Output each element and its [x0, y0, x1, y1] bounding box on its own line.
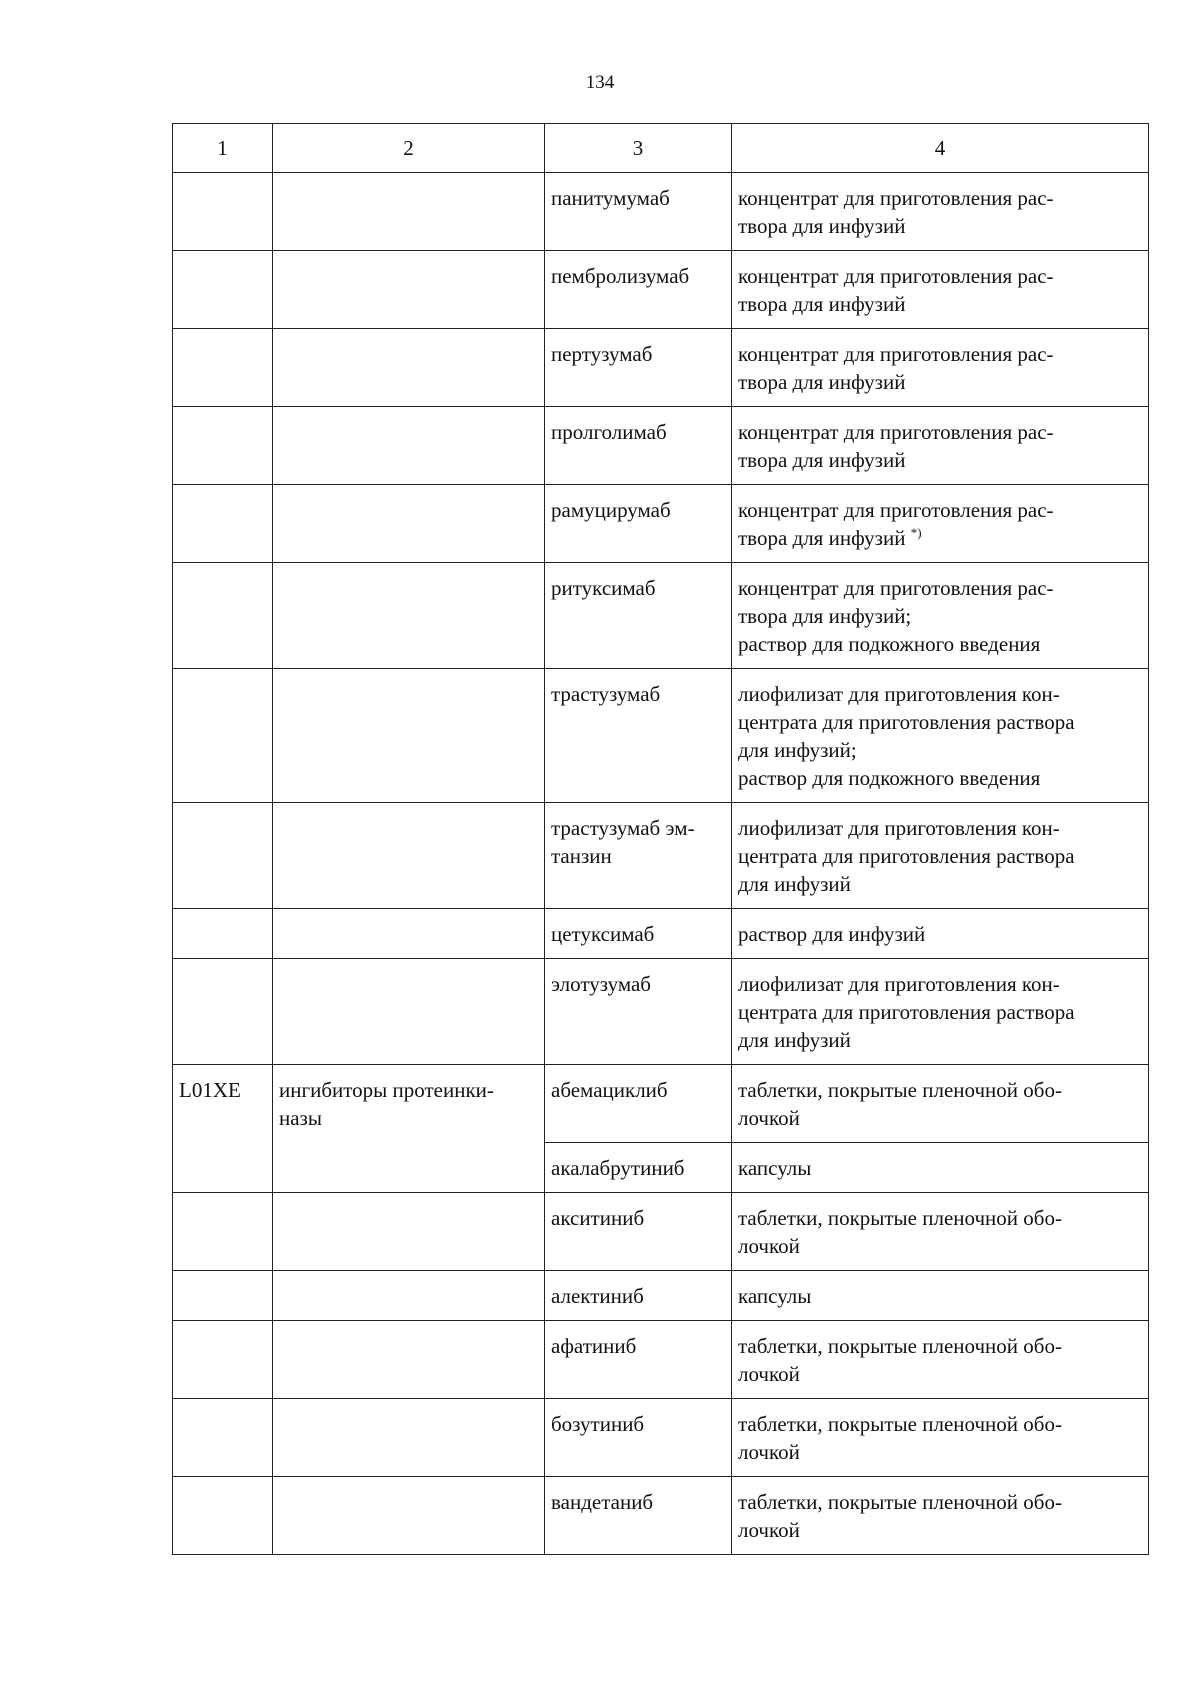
dosage-form-text: центрата для приготовления раствора — [738, 1000, 1075, 1024]
dosage-form-line — [738, 1516, 1142, 1544]
group-name-cell — [273, 407, 545, 485]
group-name-cell — [273, 669, 545, 803]
atc-code-cell — [173, 485, 273, 563]
table-row — [173, 329, 1149, 407]
atc-code-cell — [173, 1321, 273, 1399]
drug-name-cell: акситиниб — [545, 1193, 732, 1271]
drug-name-cell: панитумумаб — [545, 173, 732, 251]
table-body — [173, 173, 1149, 1555]
dosage-form-text: таблетки, покрытые пленочной обо- — [738, 1078, 1062, 1102]
table-row — [173, 173, 1149, 251]
group-name-cell — [273, 1193, 545, 1271]
dosage-form-line — [738, 496, 1142, 524]
dosage-form-text: таблетки, покрытые пленочной обо- — [738, 1206, 1062, 1230]
drug-name-cell: пембролизумаб — [545, 251, 732, 329]
table-row — [173, 1271, 1149, 1321]
dosage-form-text: капсулы — [738, 1284, 812, 1308]
dosage-form-line — [738, 290, 1142, 318]
drug-name-cell: ритуксимаб — [545, 563, 732, 669]
dosage-form-cell — [732, 251, 1149, 329]
dosage-form-text: твора для инфузий — [738, 448, 906, 472]
dosage-form-text: твора для инфузий — [738, 292, 906, 316]
dosage-form-cell — [732, 563, 1149, 669]
dosage-form-text: таблетки, покрытые пленочной обо- — [738, 1412, 1062, 1436]
group-name-cell — [273, 251, 545, 329]
drug-name-cell: алектиниб — [545, 1271, 732, 1321]
dosage-form-cell — [732, 173, 1149, 251]
dosage-form-line — [738, 1438, 1142, 1466]
drug-name-cell: абемациклиб — [545, 1065, 732, 1143]
dosage-form-cell — [732, 485, 1149, 563]
dosage-form-line — [738, 368, 1142, 396]
dosage-form-cell — [732, 1193, 1149, 1271]
dosage-form-text: концентрат для приготовления рас- — [738, 342, 1054, 366]
group-name-cell: ингибиторы протеинки- назы — [273, 1065, 545, 1193]
dosage-form-text: лочкой — [738, 1518, 800, 1542]
dosage-form-text: концентрат для приготовления рас- — [738, 498, 1054, 522]
dosage-form-text: твора для инфузий — [738, 526, 906, 550]
group-name-cell — [273, 485, 545, 563]
atc-code-cell — [173, 329, 273, 407]
dosage-form-line — [738, 764, 1142, 792]
header-col-2: 2 — [273, 124, 545, 173]
atc-code-cell — [173, 173, 273, 251]
drug-name-cell: трастузумаб — [545, 669, 732, 803]
atc-code-cell — [173, 1477, 273, 1555]
dosage-form-line — [738, 1332, 1142, 1360]
dosage-form-text: центрата для приготовления раствора — [738, 710, 1075, 734]
dosage-form-line — [738, 998, 1142, 1026]
dosage-form-line — [738, 262, 1142, 290]
atc-code-cell — [173, 407, 273, 485]
atc-code-cell — [173, 959, 273, 1065]
dosage-form-text: лиофилизат для приготовления кон- — [738, 816, 1060, 840]
dosage-form-line — [738, 842, 1142, 870]
group-name-cell — [273, 803, 545, 909]
table-row — [173, 407, 1149, 485]
table-row — [173, 803, 1149, 909]
dosage-form-cell — [732, 959, 1149, 1065]
group-name-cell — [273, 1477, 545, 1555]
dosage-form-cell — [732, 909, 1149, 959]
group-name-cell — [273, 1399, 545, 1477]
table-row — [173, 1477, 1149, 1555]
dosage-form-line — [738, 212, 1142, 240]
dosage-form-text: раствор для подкожного введения — [738, 632, 1041, 656]
dosage-form-text: лочкой — [738, 1106, 800, 1130]
dosage-form-line — [738, 340, 1142, 368]
table-row — [173, 1321, 1149, 1399]
atc-code-cell — [173, 1271, 273, 1321]
drug-name-cell: элотузумаб — [545, 959, 732, 1065]
dosage-form-text: концентрат для приготовления рас- — [738, 264, 1054, 288]
header-col-1: 1 — [173, 124, 273, 173]
dosage-form-line — [738, 1360, 1142, 1388]
dosage-form-line — [738, 1154, 1142, 1182]
dosage-form-line — [738, 708, 1142, 736]
drug-name-cell: вандетаниб — [545, 1477, 732, 1555]
table-row — [173, 909, 1149, 959]
drug-name-cell: бозутиниб — [545, 1399, 732, 1477]
group-name-cell — [273, 1321, 545, 1399]
drug-name-cell: цетуксимаб — [545, 909, 732, 959]
dosage-form-cell — [732, 1271, 1149, 1321]
table-row — [173, 669, 1149, 803]
drug-name-cell: пертузумаб — [545, 329, 732, 407]
atc-code-cell — [173, 669, 273, 803]
dosage-form-cell — [732, 1321, 1149, 1399]
drug-name-cell: рамуцирумаб — [545, 485, 732, 563]
dosage-form-line — [738, 418, 1142, 446]
dosage-form-cell — [732, 329, 1149, 407]
dosage-form-text: для инфузий; — [738, 738, 857, 762]
drug-name-cell: акалабрутиниб — [545, 1143, 732, 1193]
dosage-form-line — [738, 184, 1142, 212]
dosage-form-line — [738, 524, 1142, 552]
dosage-form-text: раствор для подкожного введения — [738, 766, 1041, 790]
dosage-form-text: раствор для инфузий — [738, 922, 926, 946]
group-name-cell — [273, 173, 545, 251]
dosage-form-line — [738, 920, 1142, 948]
dosage-form-text: концентрат для приготовления рас- — [738, 576, 1054, 600]
atc-code-cell — [173, 803, 273, 909]
dosage-form-text: лочкой — [738, 1440, 800, 1464]
dosage-form-line — [738, 1026, 1142, 1054]
group-name-cell — [273, 1271, 545, 1321]
dosage-form-line — [738, 1410, 1142, 1438]
drug-name-cell: трастузумаб эм- танзин — [545, 803, 732, 909]
dosage-form-line — [738, 680, 1142, 708]
header-col-4: 4 — [732, 124, 1149, 173]
drug-name-cell: пролголимаб — [545, 407, 732, 485]
dosage-form-line — [738, 630, 1142, 658]
dosage-form-line — [738, 1282, 1142, 1310]
atc-code-cell — [173, 1399, 273, 1477]
dosage-form-text: концентрат для приготовления рас- — [738, 186, 1054, 210]
dosage-form-text: капсулы — [738, 1156, 812, 1180]
dosage-form-line — [738, 1104, 1142, 1132]
table-row — [173, 1065, 1149, 1143]
table-row — [173, 1399, 1149, 1477]
table-row — [173, 251, 1149, 329]
atc-code-cell — [173, 909, 273, 959]
dosage-form-line — [738, 602, 1142, 630]
dosage-form-text: для инфузий — [738, 872, 851, 896]
group-name-cell — [273, 909, 545, 959]
drug-name-cell: афатиниб — [545, 1321, 732, 1399]
dosage-form-text: лочкой — [738, 1362, 800, 1386]
header-col-3: 3 — [545, 124, 732, 173]
dosage-form-text: твора для инфузий — [738, 370, 906, 394]
footnote-marker: *) — [910, 525, 922, 540]
dosage-form-line — [738, 1204, 1142, 1232]
table-header-row — [173, 124, 1149, 173]
table-row — [173, 1193, 1149, 1271]
dosage-form-text: лиофилизат для приготовления кон- — [738, 972, 1060, 996]
atc-code-cell: L01XE — [173, 1065, 273, 1193]
table-row — [173, 485, 1149, 563]
dosage-form-line — [738, 446, 1142, 474]
dosage-form-cell — [732, 1399, 1149, 1477]
group-name-cell — [273, 563, 545, 669]
dosage-form-line — [738, 574, 1142, 602]
dosage-form-cell — [732, 1143, 1149, 1193]
dosage-form-line — [738, 970, 1142, 998]
table-row — [173, 563, 1149, 669]
dosage-form-cell — [732, 407, 1149, 485]
medication-table — [172, 123, 1149, 1555]
atc-code-cell — [173, 563, 273, 669]
dosage-form-cell — [732, 1477, 1149, 1555]
dosage-form-text: таблетки, покрытые пленочной обо- — [738, 1334, 1062, 1358]
dosage-form-text: таблетки, покрытые пленочной обо- — [738, 1490, 1062, 1514]
atc-code-cell — [173, 251, 273, 329]
dosage-form-line — [738, 1232, 1142, 1260]
dosage-form-text: твора для инфузий; — [738, 604, 912, 628]
dosage-form-text: для инфузий — [738, 1028, 851, 1052]
dosage-form-text: лиофилизат для приготовления кон- — [738, 682, 1060, 706]
dosage-form-cell — [732, 669, 1149, 803]
dosage-form-line — [738, 1488, 1142, 1516]
dosage-form-text: центрата для приготовления раствора — [738, 844, 1075, 868]
dosage-form-line — [738, 870, 1142, 898]
dosage-form-cell — [732, 1065, 1149, 1143]
dosage-form-cell — [732, 803, 1149, 909]
dosage-form-line — [738, 1076, 1142, 1104]
dosage-form-line — [738, 814, 1142, 842]
page-number: 134 — [585, 72, 615, 93]
dosage-form-text: твора для инфузий — [738, 214, 906, 238]
dosage-form-text: концентрат для приготовления рас- — [738, 420, 1054, 444]
atc-code-cell — [173, 1193, 273, 1271]
dosage-form-line — [738, 736, 1142, 764]
group-name-cell — [273, 959, 545, 1065]
group-name-cell — [273, 329, 545, 407]
table-row — [173, 959, 1149, 1065]
dosage-form-text: лочкой — [738, 1234, 800, 1258]
